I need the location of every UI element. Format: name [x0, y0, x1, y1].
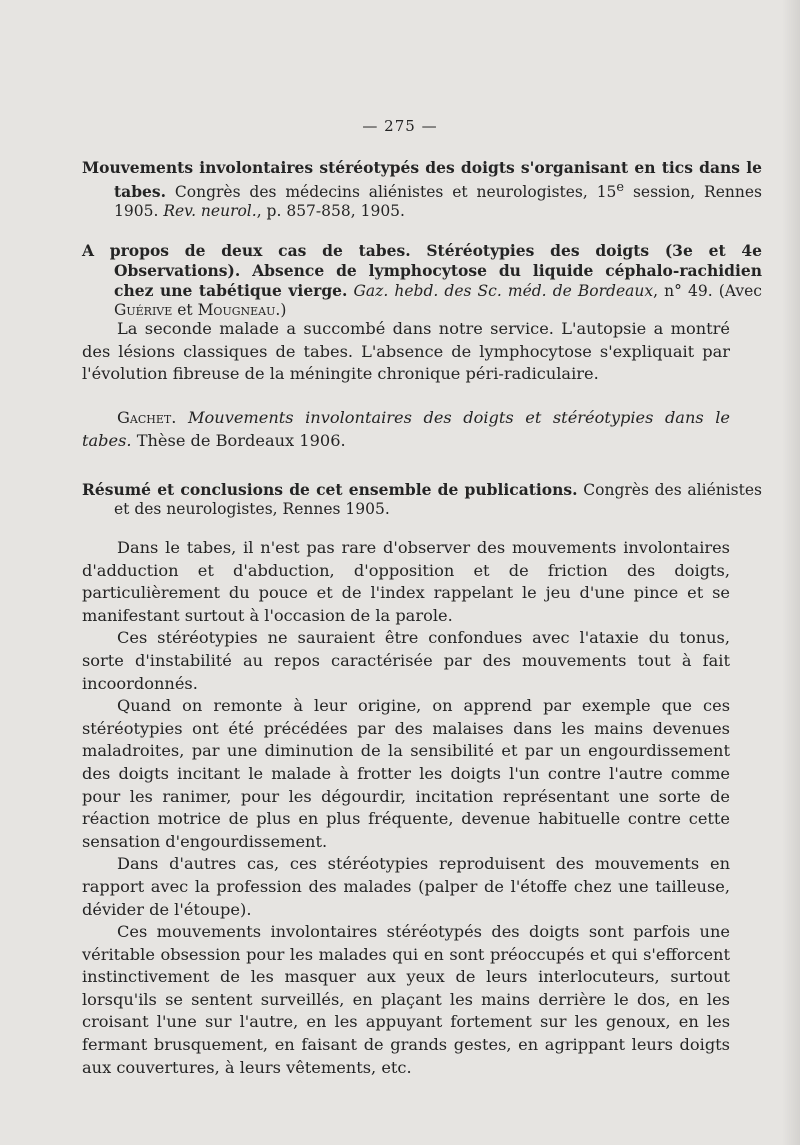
- bibliography-entry-1: [82, 158, 762, 221]
- entry-tail: , p. 857-858, 1905.: [256, 202, 405, 221]
- body-paragraph-2: Ces stéréotypies ne sauraient être confondues avec l'ataxie du tonus, sorte d'instabilité au repos caractérisée par des mouvements tout à fait incoordonnés.: [82, 628, 730, 693]
- entry-and: et: [172, 301, 198, 319]
- entry-end: .): [275, 301, 287, 319]
- entry-journal: Gaz. hebd. des Sc. méd. de Bordeaux: [347, 282, 654, 300]
- entry-body: Congrès des aliénistes et des neurologistes, Rennes 1905.: [114, 481, 762, 518]
- body-paragraph-5: Ces mouvements involontaires stéréotypés des doigts sont parfois une véritable obsession pour les malades qui en sont préoccupés et qui s'efforcent instinctivement de les masquer aux yeux de leurs interlocuteurs, surtout lorsqu'ils se sentent surveillés, en plaçant les mains derrière le dos, en les croisant l'une sur l'autre, en les appuyant fortement sur les genoux, en les fermant brusquement, en faisant de grands gestes, en agrippant leurs doigts aux couvertures, à leurs vêtements, etc.: [82, 922, 730, 1077]
- autopsy-paragraph: [82, 318, 730, 386]
- page-number: — 275 —: [362, 117, 438, 135]
- body-paragraph-3: Quand on remonte à leur origine, on apprend par exemple que ces stéréotypies ont été précédées par des malaises dans les mains devenues maladroites, par une diminution de la sensibilité et par un engourdissement des doigts incitant le malade à frotter les doigts l'un contre l'autre comme pour les ranimer, pour les dégourdir, incitation représentant une sorte de réaction motrice de plus en plus fréquente, devenue habituelle contre cette sensation d'engourdissement.: [82, 696, 730, 851]
- body-paragraph-1: Dans le tabes, il n'est pas rare d'observer des mouvements involontaires d'adduction et d'abduction, d'opposition et de friction des doigts, particulièrement du pouce et de l'index rappelant le jeu d'une pince et se manifestant surtout à l'occasion de la parole.: [82, 538, 730, 625]
- coauthor-1: Guérive: [114, 301, 173, 319]
- entry-title: Résumé et conclusions de cet ensemble de publications.: [82, 480, 578, 499]
- gachet-tail: Thèse de Bordeaux 1906.: [131, 430, 346, 450]
- page-edge-shadow: [782, 0, 800, 1145]
- entry-title: A propos de deux cas de tabes. Stéréotypies des doigts (3e et 4e Observations). Absence de lymphocytose du liquide céphalo-rachidien chez une tabétique vierge.: [82, 241, 762, 300]
- summary-text: [82, 537, 730, 1079]
- entry-title: Mouvements involontaires stéréotypés des doigts s'organisant en tics dans le tabes.: [82, 158, 762, 202]
- entry-sup: e: [616, 180, 625, 195]
- coauthor-2: Mougneau: [197, 301, 276, 319]
- entry-tail: , n° 49. (Avec: [653, 282, 762, 300]
- gachet-title: Mouvements involontaires des doigts et stéréotypies dans le tabes.: [82, 408, 730, 450]
- entry-body: Congrès des médecins aliénistes et neurologistes, 15: [166, 183, 617, 202]
- bibliography-entry-3: [82, 480, 762, 519]
- entry-journal: Rev. neurol.: [163, 202, 257, 221]
- body-paragraph-4: Dans d'autres cas, ces stéréotypies reproduisent des mouvements en rapport avec la profession des malades (palper de l'étoffe chez une tailleuse, dévider de l'étoupe).: [82, 854, 730, 919]
- bibliography-entry-2: [82, 241, 762, 320]
- entry-body-2: session, Rennes 1905.: [114, 183, 762, 221]
- gachet-author: Gachet.: [117, 408, 177, 427]
- gachet-reference: [82, 407, 730, 452]
- body-paragraph: La seconde malade a succombé dans notre service. L'autopsie a montré des lésions classiques de tabes. L'absence de lymphocytose s'expliquait par l'évolution fibreuse de la méningite chronique péri-radiculaire.: [82, 319, 730, 384]
